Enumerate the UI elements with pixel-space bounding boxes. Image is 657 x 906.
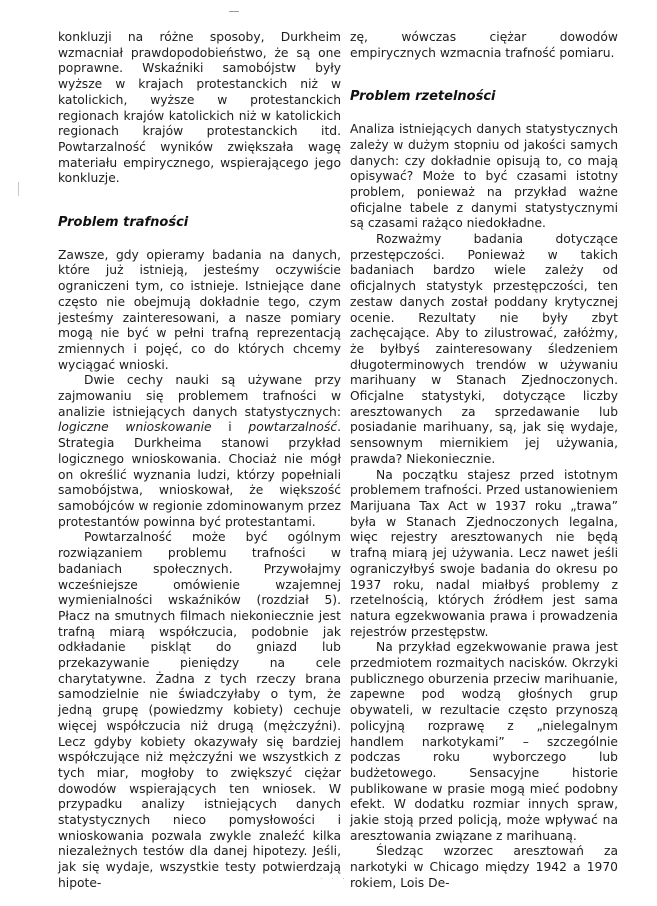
heading-reliability: Problem rzetelności — [350, 89, 496, 105]
left-paragraph-4: Powtarzalność może być ogólnym rozwiązaniem problemu trafności w badaniach społecznych. Przywołajmy wcześniejsze omówienie wzajemnej wymienialności wskaźników (rozdział 5). Płacz na smutnych filmach niekoniecznie jest trafną miarą współczucia, podobnie jak odkładanie piskląt do gniazd lub przekazywanie pieniędzy na cele charytatywne. Żadna z tych rzeczy brana samodzielnie nie świadczyłaby o tym, że jedną grupę (powiedzmy kobiety) cechuje więcej współczucia niż drugą (mężczyźni). Lecz gdyby kobiety okazywały się bardziej współczujące niż mężczyźni we wszystkich z tych miar, mogłoby to zwiększyć ciężar dowodów wspierających ten wniosek. W przypadku analizy istniejących danych statystycznych nieco pomysłowości i wnioskowania pozwala zwykle znaleźć kilka niezależnych testów dla danej hipotezy. Jeśli, jak się wydaje, wszystkie testy potwierdzają hipote- — [58, 530, 341, 890]
right-paragraph-6: Śledząc wzorzec aresztowań za narkotyki w Chicago między 1942 a 1970 rokiem, Lois De- — [350, 844, 618, 890]
margin-scan-mark — [18, 182, 19, 196]
right-paragraph-3: Rozważmy badania dotyczące przestępczości. Ponieważ w takich badaniach bardzo wiele zależy od oficjalnych statystyk przestępczości, ten zestaw danych został poddany krytycznej ocenie. Rezultaty nie były zbyt zachęcające. Aby to zilustrować, załóżmy, że byłbyś zainteresowany śledzeniem długoterminowych trendów w używaniu marihuany w Stanach Zjednoczonych. Oficjalne statystyki, dotyczące liczby aresztowanych za sprzedawanie lub posiadanie marihuany, są, jak się wydaje, sensownym miernikiem jej używania, prawda? Niekoniecznie. — [350, 232, 618, 466]
right-paragraph-4: Na początku stajesz przed istotnym problemem trafności. Przed ustanowieniem Marijuana Tax Act w 1937 roku „trawa” była w Stanach Zjednoczonych legalna, więc rejestry aresztowanych nie będą trafną miarą jej używania. Lecz nawet jeśli ograniczyłbyś swoje badania do okresu po 1937 roku, nadal miałbyś problemy z rzetelnością, których źródłem jest sama natura egzekwowania prawa i prowadzenia rejestrów przestępstw. — [350, 467, 618, 639]
left-paragraph-3-end: . Strategia Durkheima stanowi przykład logicznego wnioskowania. Chociaż nie mógł on określić wyznania ludzi, którzy popełniali samobójstwa, wnioskował, że większość samobójców w regionie zdominowanym przez protestantów powinna być protestantami. — [58, 420, 342, 529]
left-paragraph-1: konkluzji na różne sposoby, Durkheim wzmacniał prawdopodobieństwo, że są one poprawne. Wskaźniki samobójstw były wyższe w krajach protestanckich niż w katolickich, wyższe w protestanckich regionach krajów katolickich niż w katolickich regionach krajów protestanckich itd. Powtarzalność wyników zwiększała wagę materiału empirycznego, wspierającego jego konkluzje. — [58, 30, 341, 186]
bottom-scan-dots: . . . — [320, 872, 348, 881]
term-replication: powtarzalność — [248, 420, 338, 435]
left-column — [58, 30, 341, 892]
right-paragraph-2: Analiza istniejących danych statystycznych zależy w dużym stopniu od jakości samych danych: czy dokładnie opisują to, co mają opisywać? Może to być czasami istotny problem, ponieważ na przykład ważne oficjalne tabele z danymi statystycznymi są czasami rażąco niedokładne. — [350, 122, 618, 231]
right-column — [350, 30, 618, 892]
right-paragraph-1: zę, wówczas ciężar dowodów empirycznych wzmacnia trafność pomiaru. — [350, 30, 618, 60]
left-paragraph-3 — [58, 373, 341, 530]
term-logical-inference: logiczne wnioskowanie — [58, 420, 212, 435]
left-paragraph-2: Zawsze, gdy opieramy badania na danych, które już istnieją, jesteśmy oczywiście ograniczeni tym, co istnieje. Istniejące dane często nie obejmują dokładnie tego, czym jesteśmy zainteresowani, a nasze pomiary mogą nie być w pełni trafną reprezentacją zmiennych i pojęć, co do których chcemy wyciągać wnioski. — [58, 247, 341, 372]
top-scan-mark — [229, 11, 239, 12]
right-paragraph-5: Na przykład egzekwowanie prawa jest przedmiotem rozmaitych nacisków. Okrzyki publicznego oburzenia przeciw marihuanie, zapewne pod wodzą głośnych grup obywateli, w rezultacie często przynoszą policyjną rozprawę z „nielegalnym handlem narkotykami” – szczególnie podczas roku wyborczego lub budżetowego. Sensacyjne historie publikowane w prasie mogą mieć podobny efekt. W dodatku rozmiar innych spraw, jakie stoją przed policją, może wpływać na aresztowania związane z marihuaną. — [350, 640, 618, 843]
heading-validity: Problem trafności — [58, 215, 189, 231]
left-paragraph-3-conj: i — [211, 420, 249, 435]
left-paragraph-3-start: Dwie cechy nauki są używane przy zajmowaniu się problemem trafności w analizie istniejących danych statystycznych: — [58, 373, 341, 419]
